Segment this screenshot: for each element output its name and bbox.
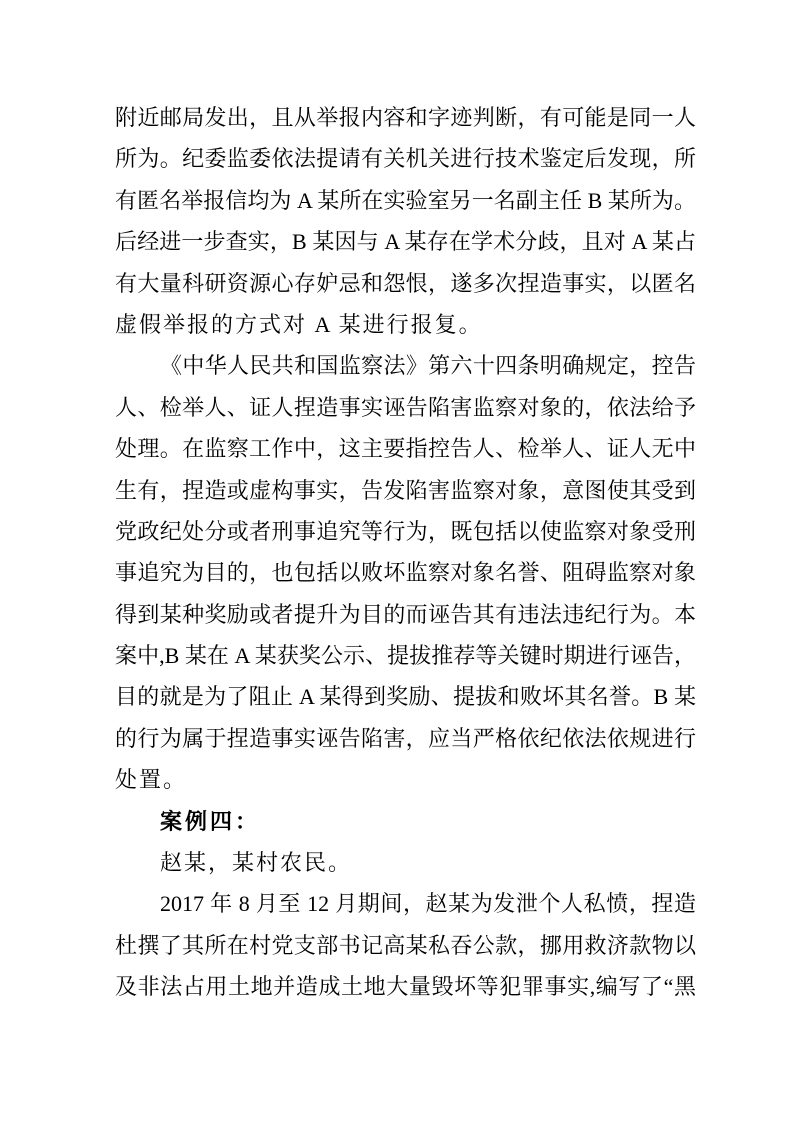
text-line: 赵某，某村农民。	[160, 850, 353, 876]
text-line: 杜撰了其所在村党支部书记高某私吞公款，挪用救济款物以	[115, 932, 696, 958]
text-line: 所为。纪委监委依法提请有关机关进行技术鉴定后发现，所	[115, 146, 696, 172]
text-line: 有大量科研资源心存妒忌和怨恨，遂多次捏造事实，以匿名	[115, 270, 696, 296]
text-line: 案中,B 某在 A 某获奖公示、提拔推荐等关键时期进行诬告，	[115, 643, 696, 669]
text-line: 党政纪处分或者刑事追究等行为，既包括以使监察对象受刑	[115, 518, 696, 544]
text-line: 2017 年 8 月至 12 月期间，赵某为发泄个人私愤，捏造	[160, 891, 696, 917]
text-line: 的行为属于捏造事实诬告陷害，应当严格依纪依法依规进行	[115, 725, 696, 751]
text-line: 后经进一步查实，B 某因与 A 某存在学术分歧，且对 A 某占	[115, 229, 696, 255]
text-line: 事追究为目的，也包括以败坏监察对象名誉、阻碍监察对象	[115, 560, 696, 586]
text-line: 目的就是为了阻止 A 某得到奖励、提拔和败坏其名誉。B 某	[115, 684, 696, 710]
text-line: 有匿名举报信均为 A 某所在实验室另一名副主任 B 某所为。	[115, 187, 696, 213]
text-line: 《中华人民共和国监察法》第六十四条明确规定，控告	[160, 353, 696, 379]
text-line: 得到某种奖励或者提升为目的而诬告其有违法违纪行为。本	[115, 601, 696, 627]
text-line: 处置。	[115, 767, 188, 793]
text-line: 处理。在监察工作中，这主要指控告人、检举人、证人无中	[115, 436, 696, 462]
text-line: 及非法占用土地并造成土地大量毁坏等犯罪事实,编写了“黑	[115, 974, 696, 1000]
text-line: 附近邮局发出，且从举报内容和字迹判断，有可能是同一人	[115, 105, 696, 130]
page-text-block	[115, 97, 696, 1008]
text-line: 虚假举报的方式对 A 某进行报复。	[115, 311, 483, 337]
text-line: 人、检举人、证人捏造事实诬告陷害监察对象的，依法给予	[115, 394, 696, 420]
case-heading: 案例四：	[160, 808, 261, 834]
text-line: 生有，捏造或虚构事实，告发陷害监察对象，意图使其受到	[115, 477, 696, 503]
